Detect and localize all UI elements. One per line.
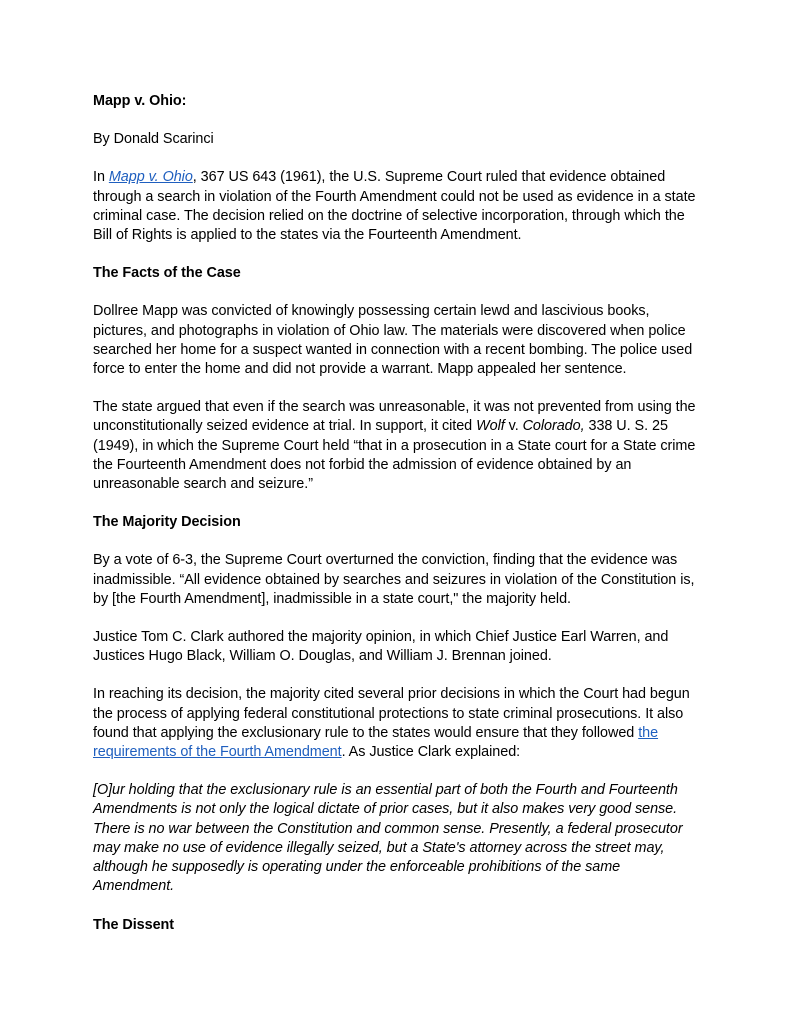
wolf-case-name: Wolf (476, 418, 505, 435)
fourth-amendment-link[interactable]: the requirements of the Fourth Amendment (93, 724, 659, 761)
facts-heading: The Facts of the Case (93, 265, 241, 282)
colorado-case-name: Colorado, (522, 418, 585, 435)
facts-para2-rest: 338 U. S. 25 (1949), in which the Supreme Court held “that in a prosecution in a State court for a State crime the Fourteenth Amendment does not forbid the admission of evidence obtained by an unreasonable search and seizure.” (93, 418, 696, 493)
facts-paragraph-1: Dollree Mapp was convicted of knowingly possessing certain lewd and lascivious books, pictures, and photographs in violation of Ohio law. The materials were discovered when police searched her home for a suspect wanted in connection with a recent bombing. The police used force to enter the home and did not provide a warrant. Mapp appealed her sentence. (93, 303, 693, 378)
majority-para3-lead: In reaching its decision, the majority cited several prior decisions in which the Court had begun the process of applying federal constitutional protections to state criminal prosecutions. It also found that applying the exclusionary rule to the states would ensure that they followed (93, 686, 690, 741)
majority-para3-rest: . As Justice Clark explained: (341, 744, 521, 761)
byline: By Donald Scarinci (93, 131, 214, 148)
facts-para2-lead: The state argued that even if the search was unreasonable, it was not prevented from using the unconstitutionally seized evidence at trial. In support, it cited (93, 399, 696, 435)
facts-paragraph-2 (93, 398, 703, 494)
clark-quote: [O]ur holding that the exclusionary rule is an essential part of both the Fourth and Fourteenth Amendments is not only the logical dictate of prior cases, but it also makes very good sense. There is no war between the Constitution and common sense. Presently, a federal prosecutor may make no use of evidence illegally seized, but a State's attorney across the street may, although he supposedly is operating under the enforceable prohibitions of the same Amendment. (93, 782, 683, 895)
majority-paragraph-3 (93, 685, 703, 762)
dissent-heading: The Dissent (93, 916, 175, 933)
document-title: Mapp v. Ohio: (93, 93, 187, 109)
document-page (93, 92, 703, 954)
majority-paragraph-1: By a vote of 6-3, the Supreme Court overturned the conviction, finding that the evidence was inadmissible. “All evidence obtained by searches and seizures in violation of the Constitution is, by [the Fourth Amendment], inadmissible in a state court," the majority held. (93, 552, 695, 607)
mapp-v-ohio-link[interactable]: Mapp v. Ohio (108, 169, 193, 186)
majority-paragraph-2: Justice Tom C. Clark authored the majority opinion, in which Chief Justice Earl Warren, and Justices Hugo Black, William O. Douglas, and William J. Brennan joined. (93, 629, 669, 665)
intro-lead: In (93, 169, 109, 186)
majority-heading: The Majority Decision (93, 514, 241, 531)
versus-text: v. (504, 418, 523, 435)
intro-paragraph (93, 168, 703, 245)
intro-rest: , 367 US 643 (1961), the U.S. Supreme Court ruled that evidence obtained through a search in violation of the Fourth Amendment could not be used as evidence in a state criminal case. The decision relied on the doctrine of selective incorporation, through which the Bill of Rights is applied to the states via the Fourteenth Amendment. (93, 169, 696, 244)
